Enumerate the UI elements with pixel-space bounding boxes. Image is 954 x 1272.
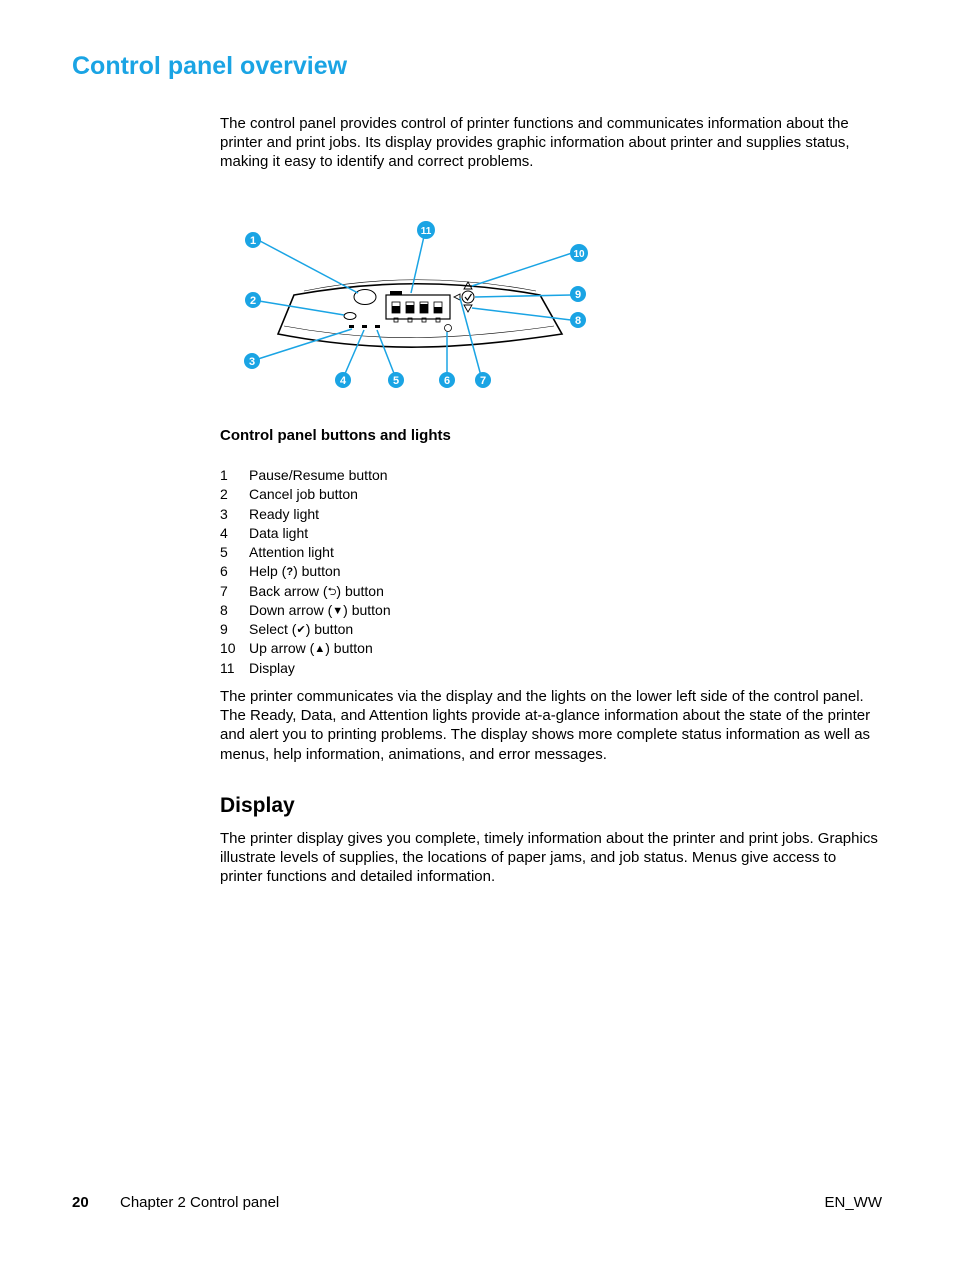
callout-label-9: 9 [574,289,582,301]
page-title: Control panel overview [72,52,348,80]
data-light-shape [362,325,367,328]
legend-item [220,582,391,601]
legend-item [220,524,391,543]
legend-label: Up arrow ( [249,640,315,657]
legend-number: 3 [220,505,228,522]
back-arrow-icon: ⮌ [327,585,337,598]
legend-number: 4 [220,524,228,541]
legend-item [220,659,391,678]
legend-label: Attention light [249,544,334,560]
leader-line-9 [475,295,571,297]
leader-line-4 [344,330,364,376]
callout-label-4: 4 [339,375,347,387]
legend-label: Cancel job button [249,486,358,503]
legend-label: Pause/Resume button [249,467,388,483]
callout-label-6: 6 [443,375,451,387]
down-arrow-icon: ▼ [332,604,344,617]
page-footer [72,1194,882,1211]
legend-number: 2 [220,486,228,503]
legend-label-suffix: ) button [336,582,384,599]
leader-line-1 [260,241,358,293]
legend-label: Help ( [249,563,287,580]
legend-item [220,620,391,639]
callout-label-3: 3 [248,356,256,368]
legend-number: 11 [220,659,235,676]
pause-resume-button-shape [354,290,376,305]
figure-caption: Control panel buttons and lights [220,427,451,444]
legend-list [220,466,391,678]
attention-light-shape [375,325,380,328]
legend-item [220,466,391,485]
checkmark-icon: ✔ [296,624,306,636]
up-arrow-icon: ▲ [314,643,326,656]
callout-label-1: 1 [249,235,257,247]
ready-light-shape [349,325,354,328]
leader-line-7 [460,298,481,376]
legend-label-suffix: ) button [293,563,341,580]
chapter-title: Chapter 2 Control panel [120,1194,280,1211]
legend-item [220,562,391,581]
select-button-shape [462,291,474,303]
display-section-title: Display [220,794,295,817]
legend-label: Display [249,659,295,676]
leader-line-5 [377,330,395,376]
legend-item [220,485,391,504]
legend-number: 6 [220,563,228,580]
leader-line-3 [258,329,352,359]
legend-item [220,639,391,658]
callout-label-5: 5 [392,375,400,387]
leader-line-10 [472,253,572,286]
control-panel-diagram [236,218,592,396]
help-icon: ? [286,566,294,579]
intro-paragraph: The control panel provides control of printer functions and communicates information about the printer and print jobs. Its display provides graphic information about printer and supplies status, making it easy to identify and correct problems. [220,115,850,171]
legend-label: Back arrow ( [249,582,328,599]
page-number: 20 [72,1194,89,1211]
legend-label-suffix: ) button [305,621,354,637]
locale-label: EN_WW [824,1194,882,1211]
legend-number: 8 [220,601,228,618]
down-arrow-button-shape [464,305,472,312]
callout-label-11: 11 [420,226,432,237]
back-arrow-button-shape [454,294,460,300]
legend-label-suffix: ) button [343,601,391,618]
display-paragraph: The printer display gives you complete, timely information about the printer and print jobs. Graphics illustrate levels of supplies, the locations of paper jams, and job status. Menus give access to printer functions and detailed information. [220,830,878,886]
legend-number: 10 [220,640,236,657]
callout-label-7: 7 [479,375,487,387]
legend-label: Data light [249,524,309,541]
lights-paragraph: The printer communicates via the display and the lights on the lower left side of the control panel. The Ready, Data, and Attention lights provide at-a-glance information about the state of the printer and alert you to printing problems. The display shows more complete status information as well as menus, help information, animations, and error messages. [220,688,871,763]
legend-label: Select ( [249,621,297,637]
legend-number: 1 [220,467,228,483]
help-button-shape [445,325,452,332]
legend-label-suffix: ) button [325,640,373,657]
cancel-job-button-shape [344,313,356,320]
legend-item [220,505,391,524]
legend-item [220,601,391,620]
legend-item [220,543,391,562]
legend-number: 9 [220,621,228,637]
leader-line-8 [472,308,571,320]
leader-line-2 [259,301,344,315]
callout-label-10: 10 [573,249,585,260]
callout-label-8: 8 [574,315,582,327]
legend-number: 7 [220,582,228,599]
callout-label-2: 2 [249,295,257,307]
legend-label: Ready light [249,505,320,522]
control-panel-illustration [236,218,592,396]
legend-label: Down arrow ( [249,601,333,618]
legend-number: 5 [220,544,228,560]
panel-inner-outline [284,326,554,338]
